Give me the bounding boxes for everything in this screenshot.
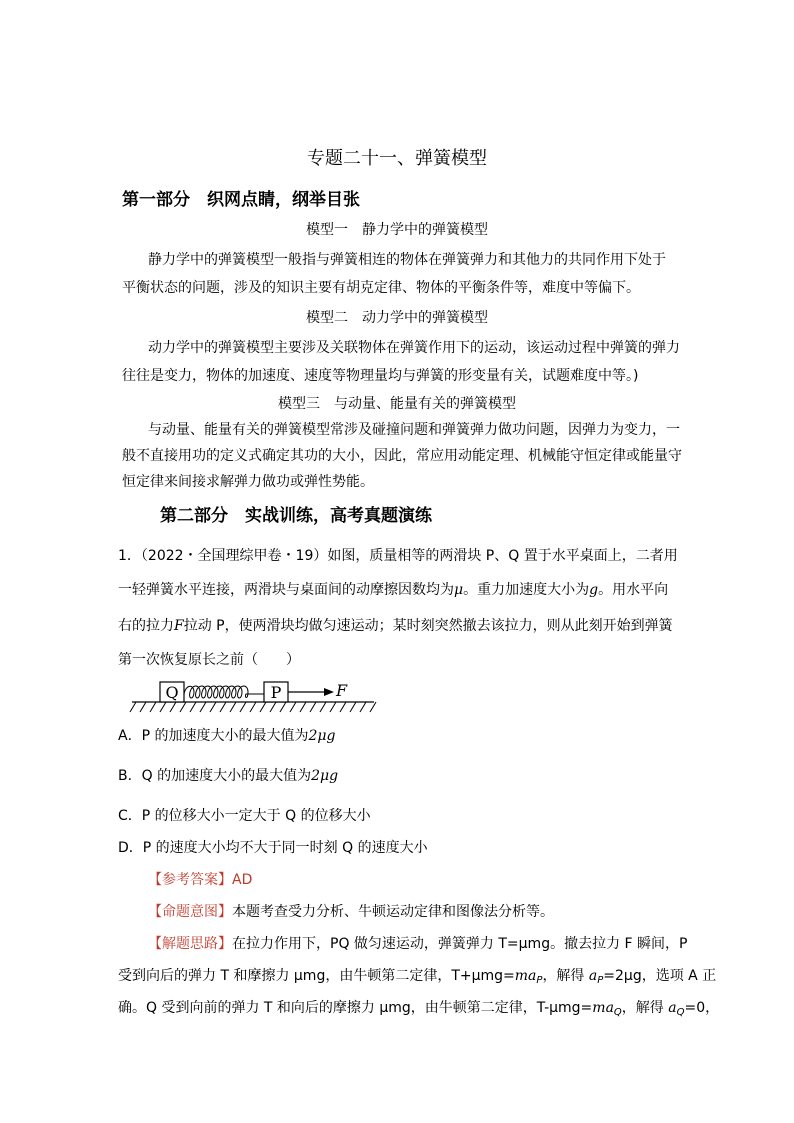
solution-line2-text-c: =2μg，选项 A 正 bbox=[603, 968, 717, 984]
option-a-formula: 2μg bbox=[308, 728, 336, 744]
solution-line3-sub2: Q bbox=[676, 1007, 685, 1018]
model2-heading: 模型二 动力学中的弹簧模型 bbox=[306, 310, 488, 326]
solution-line3-a: a bbox=[668, 1000, 677, 1016]
spring-coil bbox=[184, 686, 264, 698]
solution-line3-text-b: ，解得 bbox=[621, 1000, 669, 1016]
model3-line1: 与动量、能量有关的弹簧模型常涉及碰撞问题和弹簧弹力做功问题，因弹力为变力，一 bbox=[148, 422, 680, 438]
force-arrow-head bbox=[324, 688, 334, 696]
question-line3 bbox=[118, 616, 673, 636]
reference-answer bbox=[148, 870, 252, 890]
model1-heading: 模型一 静力学中的弹簧模型 bbox=[306, 222, 488, 238]
question-line2 bbox=[118, 580, 668, 600]
option-b-formula: 2μg bbox=[311, 768, 339, 784]
option-c: C．P 的位移大小一定大于 Q 的位移大小 bbox=[118, 808, 371, 824]
intent-tag: 【命题意图】 bbox=[148, 904, 232, 920]
solution-line3-ma: ma bbox=[592, 1000, 614, 1016]
solution-line2-sub2: P bbox=[597, 975, 604, 986]
question-line2-text-b: 。重力加速度大小为 bbox=[463, 582, 590, 598]
solution-line1-text: 在拉力作用下，PQ 做匀速运动，弹簧弹力 T=μmg。撤去拉力 F 瞬间，P bbox=[232, 936, 688, 952]
solution-tag: 【解题思路】 bbox=[148, 936, 232, 952]
solution-line3-sub: Q bbox=[613, 1007, 622, 1018]
model3-line2: 般不直接用功的定义式确定其功的大小，因此，常应用动能定理、机械能守恒定律或能量守 bbox=[122, 448, 682, 464]
question-line2-text-c: 。用水平向 bbox=[598, 582, 669, 598]
option-a-text: A．P 的加速度大小的最大值为 bbox=[118, 728, 309, 744]
block-p-label: P bbox=[270, 683, 282, 702]
option-b-text: B．Q 的加速度大小的最大值为 bbox=[118, 768, 312, 784]
question-line1: 1．（2022・全国理综甲卷・19）如图，质量相等的两滑块 P、Q 置于水平桌面上，二者用 bbox=[118, 548, 678, 564]
question-line3-text: 右的拉力 bbox=[118, 618, 174, 634]
part1-heading: 第一部分 织网点睛，纲举目张 bbox=[122, 190, 360, 210]
solution-line3-text: 确。Q 受到向前的弹力 T 和向后的摩擦力 μmg，由牛顿第二定律，T-μmg= bbox=[118, 1000, 593, 1016]
force-label: F bbox=[336, 681, 348, 700]
reference-answer-tag: 【参考答案】 bbox=[148, 872, 232, 888]
solution-line2-text-b: ，解得 bbox=[542, 968, 589, 984]
model2-line2: 往往是变力，物体的加速度、速度等物理量均与弹簧的形变量有关，试题难度中等。) bbox=[122, 368, 639, 384]
model3-line3: 恒定律来间接求解弹力做功或弹性势能。 bbox=[122, 474, 374, 490]
f-symbol: F bbox=[174, 618, 184, 634]
solution-line3 bbox=[118, 998, 719, 1023]
block-q-label: Q bbox=[165, 683, 179, 702]
g-symbol: g bbox=[589, 582, 599, 598]
solution-line1 bbox=[148, 934, 687, 954]
model1-line1: 静力学中的弹簧模型一般指与弹簧相连的物体在弹簧弹力和其他力的共同作用下处于 bbox=[148, 252, 666, 268]
document-title: 专题二十一、弹簧模型 bbox=[307, 148, 487, 169]
model3-heading: 模型三 与动量、能量有关的弹簧模型 bbox=[278, 396, 516, 412]
solution-line2-a: a bbox=[588, 968, 598, 984]
solution-line2-ma: ma bbox=[514, 968, 537, 984]
intent bbox=[148, 902, 554, 922]
part2-heading: 第二部分 实战训练，高考真题演练 bbox=[160, 506, 432, 526]
solution-line2 bbox=[118, 966, 716, 991]
model1-line2: 平衡状态的问题，涉及的知识主要有胡克定律、物体的平衡条件等，难度中等偏下。 bbox=[122, 280, 640, 296]
solution-line2-text: 受到向后的弹力 T 和摩擦力 μmg，由牛顿第二定律，T+μmg= bbox=[118, 968, 515, 984]
spring-figure bbox=[128, 676, 378, 720]
ground-hatching bbox=[130, 702, 376, 712]
reference-answer-value: AD bbox=[232, 872, 253, 888]
intent-text: 本题考查受力分析、牛顿运动定律和图像法分析等。 bbox=[232, 904, 554, 920]
option-d: D．P 的速度大小均不大于同一时刻 Q 的速度大小 bbox=[118, 840, 428, 856]
model2-line1: 动力学中的弹簧模型主要涉及关联物体在弹簧作用下的运动，该运动过程中弹簧的弹力 bbox=[148, 340, 680, 356]
option-b bbox=[118, 766, 338, 786]
solution-line3-text-c: =0， bbox=[684, 1000, 720, 1016]
solution-line2-sub: P bbox=[536, 975, 543, 986]
question-line4: 第一次恢复原长之前（ ） bbox=[118, 652, 300, 668]
option-a bbox=[118, 726, 335, 746]
question-line2-text: 一轻弹簧水平连接，两滑块与桌面间的动摩擦因数均为 bbox=[118, 582, 454, 598]
mu-symbol: μ bbox=[454, 582, 464, 598]
question-line3-text-b: 拉动 P，使两滑块均做匀速运动；某时刻突然撤去该拉力，则从此刻开始到弹簧 bbox=[183, 618, 673, 634]
